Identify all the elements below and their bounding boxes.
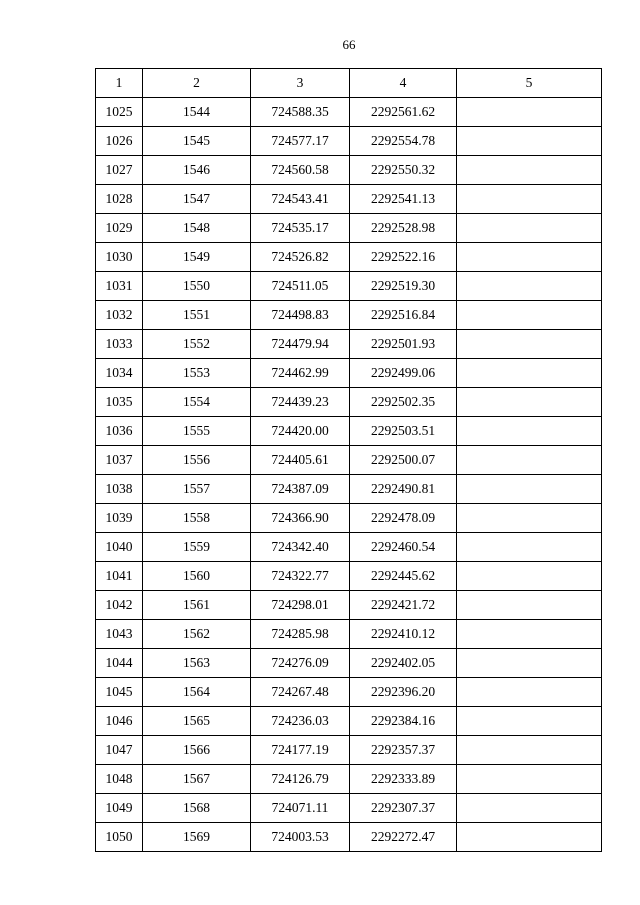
table-cell-col3: 724071.11 xyxy=(251,794,350,823)
table-row xyxy=(96,794,602,823)
table-cell-col1: 1039 xyxy=(96,504,143,533)
table-cell-col3: 724560.58 xyxy=(251,156,350,185)
table-cell-col4: 2292550.32 xyxy=(350,156,457,185)
table-row xyxy=(96,649,602,678)
table-cell-col1: 1046 xyxy=(96,707,143,736)
column-header-3: 3 xyxy=(251,69,350,98)
table-cell-col4: 2292445.62 xyxy=(350,562,457,591)
table-cell-col2: 1560 xyxy=(143,562,251,591)
column-header-2: 2 xyxy=(143,69,251,98)
table-cell-col5 xyxy=(457,765,602,794)
table-cell-col5 xyxy=(457,562,602,591)
table-cell-col4: 2292561.62 xyxy=(350,98,457,127)
table-cell-col3: 724285.98 xyxy=(251,620,350,649)
table-cell-col2: 1565 xyxy=(143,707,251,736)
table-cell-col5 xyxy=(457,417,602,446)
table-cell-col2: 1551 xyxy=(143,301,251,330)
table-cell-col1: 1050 xyxy=(96,823,143,852)
table-cell-col4: 2292519.30 xyxy=(350,272,457,301)
table-cell-col5 xyxy=(457,156,602,185)
table-cell-col1: 1038 xyxy=(96,475,143,504)
table-cell-col2: 1553 xyxy=(143,359,251,388)
table-cell-col1: 1028 xyxy=(96,185,143,214)
table-cell-col3: 724003.53 xyxy=(251,823,350,852)
table-row xyxy=(96,301,602,330)
table-cell-col5 xyxy=(457,649,602,678)
table-cell-col2: 1569 xyxy=(143,823,251,852)
table-cell-col2: 1568 xyxy=(143,794,251,823)
table-cell-col2: 1552 xyxy=(143,330,251,359)
table-cell-col4: 2292541.13 xyxy=(350,185,457,214)
table-cell-col1: 1025 xyxy=(96,98,143,127)
table-cell-col1: 1036 xyxy=(96,417,143,446)
table-cell-col2: 1550 xyxy=(143,272,251,301)
table-cell-col3: 724387.09 xyxy=(251,475,350,504)
table-cell-col1: 1031 xyxy=(96,272,143,301)
table-cell-col4: 2292516.84 xyxy=(350,301,457,330)
table-row xyxy=(96,243,602,272)
table-cell-col4: 2292384.16 xyxy=(350,707,457,736)
table-cell-col4: 2292501.93 xyxy=(350,330,457,359)
table-row xyxy=(96,127,602,156)
table-cell-col5 xyxy=(457,475,602,504)
table-cell-col4: 2292421.72 xyxy=(350,591,457,620)
table-cell-col2: 1566 xyxy=(143,736,251,765)
table-cell-col1: 1035 xyxy=(96,388,143,417)
table-cell-col3: 724126.79 xyxy=(251,765,350,794)
table-row xyxy=(96,765,602,794)
table-cell-col2: 1545 xyxy=(143,127,251,156)
table-row xyxy=(96,214,602,243)
table-cell-col2: 1558 xyxy=(143,504,251,533)
table-row xyxy=(96,620,602,649)
table-cell-col1: 1049 xyxy=(96,794,143,823)
table-cell-col5 xyxy=(457,707,602,736)
table-cell-col4: 2292410.12 xyxy=(350,620,457,649)
table-cell-col5 xyxy=(457,359,602,388)
table-cell-col5 xyxy=(457,533,602,562)
table-cell-col5 xyxy=(457,214,602,243)
table-cell-col4: 2292503.51 xyxy=(350,417,457,446)
table-row xyxy=(96,388,602,417)
table-cell-col4: 2292528.98 xyxy=(350,214,457,243)
table-cell-col4: 2292554.78 xyxy=(350,127,457,156)
table-cell-col3: 724342.40 xyxy=(251,533,350,562)
table-cell-col3: 724420.00 xyxy=(251,417,350,446)
table-cell-col5 xyxy=(457,301,602,330)
table-cell-col3: 724366.90 xyxy=(251,504,350,533)
coordinates-table xyxy=(95,68,602,852)
table-cell-col2: 1564 xyxy=(143,678,251,707)
header-row xyxy=(96,69,602,98)
table-cell-col3: 724479.94 xyxy=(251,330,350,359)
table-cell-col5 xyxy=(457,446,602,475)
table-cell-col3: 724543.41 xyxy=(251,185,350,214)
table-cell-col3: 724439.23 xyxy=(251,388,350,417)
table-cell-col1: 1029 xyxy=(96,214,143,243)
table-row xyxy=(96,823,602,852)
table-row xyxy=(96,591,602,620)
table-cell-col3: 724498.83 xyxy=(251,301,350,330)
column-header-1: 1 xyxy=(96,69,143,98)
table-row xyxy=(96,504,602,533)
table-cell-col3: 724267.48 xyxy=(251,678,350,707)
table-body xyxy=(96,98,602,852)
table-cell-col3: 724236.03 xyxy=(251,707,350,736)
table-cell-col1: 1027 xyxy=(96,156,143,185)
table-cell-col3: 724511.05 xyxy=(251,272,350,301)
table-cell-col2: 1559 xyxy=(143,533,251,562)
table-row xyxy=(96,272,602,301)
table-cell-col2: 1546 xyxy=(143,156,251,185)
table-cell-col5 xyxy=(457,98,602,127)
column-header-4: 4 xyxy=(350,69,457,98)
table-cell-col4: 2292522.16 xyxy=(350,243,457,272)
table-cell-col1: 1043 xyxy=(96,620,143,649)
table-cell-col1: 1034 xyxy=(96,359,143,388)
table-cell-col4: 2292396.20 xyxy=(350,678,457,707)
table-cell-col1: 1040 xyxy=(96,533,143,562)
table-cell-col3: 724462.99 xyxy=(251,359,350,388)
table-cell-col3: 724588.35 xyxy=(251,98,350,127)
table-cell-col2: 1562 xyxy=(143,620,251,649)
table-cell-col4: 2292402.05 xyxy=(350,649,457,678)
table-cell-col1: 1048 xyxy=(96,765,143,794)
table-cell-col3: 724526.82 xyxy=(251,243,350,272)
table-cell-col1: 1041 xyxy=(96,562,143,591)
table-row xyxy=(96,562,602,591)
table-cell-col2: 1563 xyxy=(143,649,251,678)
table-row xyxy=(96,707,602,736)
table-cell-col5 xyxy=(457,678,602,707)
page-number: 66 xyxy=(342,37,356,52)
table-row xyxy=(96,330,602,359)
table-cell-col2: 1547 xyxy=(143,185,251,214)
table-cell-col1: 1032 xyxy=(96,301,143,330)
table-cell-col5 xyxy=(457,736,602,765)
table-cell-col4: 2292307.37 xyxy=(350,794,457,823)
table-cell-col2: 1548 xyxy=(143,214,251,243)
table-cell-col2: 1557 xyxy=(143,475,251,504)
table-cell-col5 xyxy=(457,823,602,852)
table-cell-col3: 724298.01 xyxy=(251,591,350,620)
table-row xyxy=(96,475,602,504)
table-row xyxy=(96,417,602,446)
table-cell-col5 xyxy=(457,388,602,417)
table-cell-col5 xyxy=(457,185,602,214)
table-cell-col1: 1030 xyxy=(96,243,143,272)
table-cell-col3: 724577.17 xyxy=(251,127,350,156)
table-cell-col4: 2292500.07 xyxy=(350,446,457,475)
table-cell-col2: 1556 xyxy=(143,446,251,475)
table-row xyxy=(96,736,602,765)
table-cell-col5 xyxy=(457,620,602,649)
table-cell-col3: 724322.77 xyxy=(251,562,350,591)
table-cell-col2: 1549 xyxy=(143,243,251,272)
table-cell-col5 xyxy=(457,243,602,272)
table-row xyxy=(96,359,602,388)
table-cell-col2: 1561 xyxy=(143,591,251,620)
table-row xyxy=(96,678,602,707)
column-header-5: 5 xyxy=(457,69,602,98)
table-cell-col3: 724276.09 xyxy=(251,649,350,678)
table-row xyxy=(96,533,602,562)
table-cell-col5 xyxy=(457,272,602,301)
table-cell-col5 xyxy=(457,504,602,533)
table-cell-col2: 1567 xyxy=(143,765,251,794)
table-row xyxy=(96,185,602,214)
table-cell-col5 xyxy=(457,127,602,156)
table-cell-col1: 1047 xyxy=(96,736,143,765)
table-cell-col2: 1544 xyxy=(143,98,251,127)
table-cell-col4: 2292502.35 xyxy=(350,388,457,417)
table-cell-col4: 2292490.81 xyxy=(350,475,457,504)
table-cell-col1: 1042 xyxy=(96,591,143,620)
table-cell-col3: 724177.19 xyxy=(251,736,350,765)
table-cell-col1: 1037 xyxy=(96,446,143,475)
table-row xyxy=(96,446,602,475)
table-cell-col5 xyxy=(457,330,602,359)
table-cell-col1: 1033 xyxy=(96,330,143,359)
table-header xyxy=(96,69,602,98)
table-cell-col4: 2292499.06 xyxy=(350,359,457,388)
table-cell-col2: 1555 xyxy=(143,417,251,446)
table-row xyxy=(96,98,602,127)
table-cell-col1: 1026 xyxy=(96,127,143,156)
table-cell-col3: 724405.61 xyxy=(251,446,350,475)
table-cell-col1: 1044 xyxy=(96,649,143,678)
table-cell-col4: 2292460.54 xyxy=(350,533,457,562)
table-cell-col4: 2292333.89 xyxy=(350,765,457,794)
table-cell-col4: 2292357.37 xyxy=(350,736,457,765)
table-cell-col2: 1554 xyxy=(143,388,251,417)
table-cell-col4: 2292478.09 xyxy=(350,504,457,533)
table-cell-col5 xyxy=(457,591,602,620)
table-cell-col4: 2292272.47 xyxy=(350,823,457,852)
table-cell-col5 xyxy=(457,794,602,823)
table-cell-col1: 1045 xyxy=(96,678,143,707)
table-row xyxy=(96,156,602,185)
table-cell-col3: 724535.17 xyxy=(251,214,350,243)
